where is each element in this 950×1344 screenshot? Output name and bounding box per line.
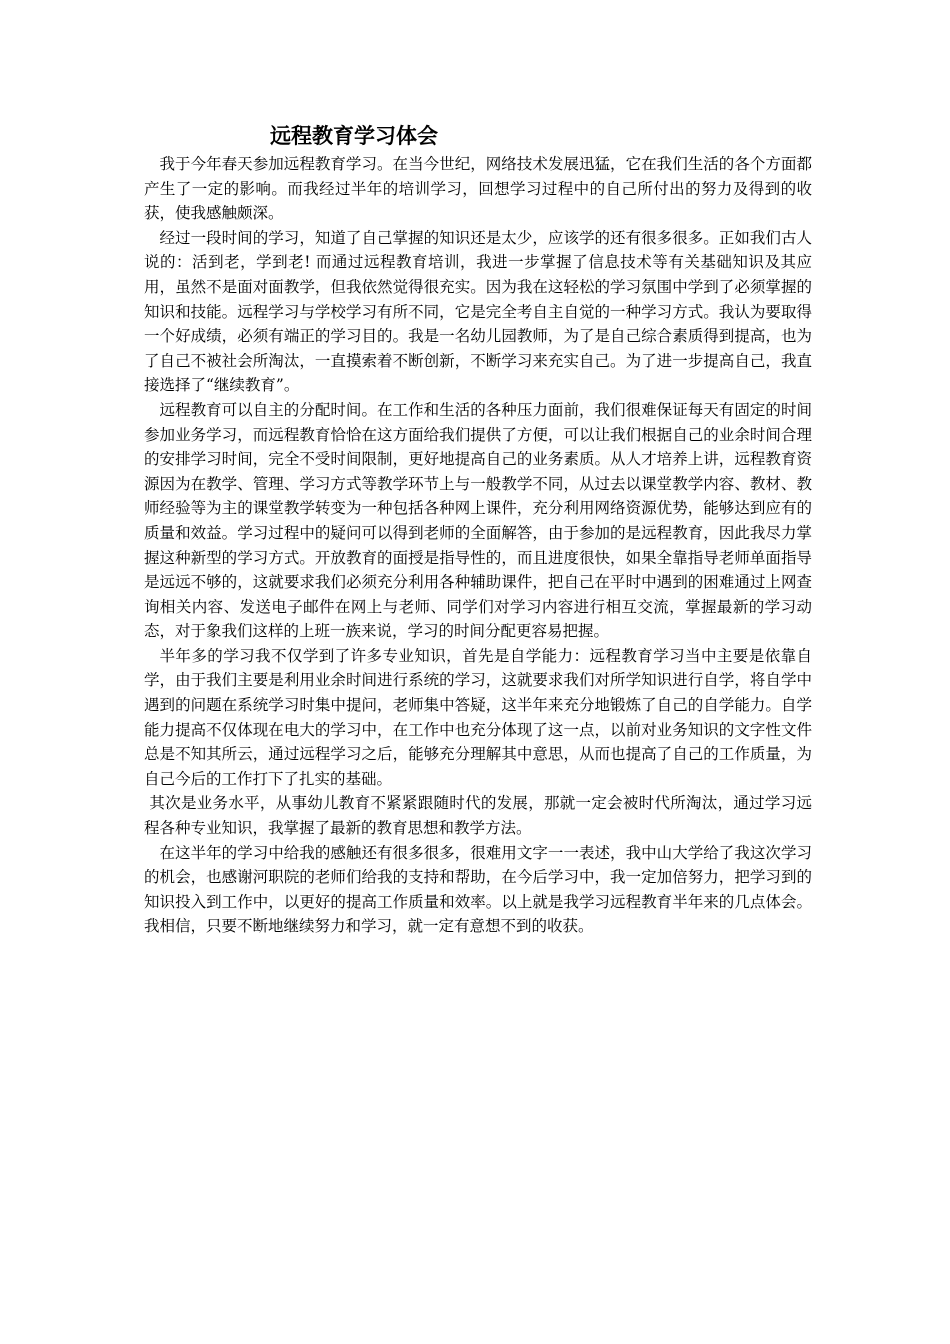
document-body xyxy=(144,120,812,939)
paragraph-intro: 我于今年春天参加远程教育学习。在当今世纪，网络技术发展迅猛，它在我们生活的各个方面都产生了一定的影响。而我经过半年的培训学习，回想学习过程中的自己所付出的努力及得到的收获，使我感触颇深。 xyxy=(144,155,812,223)
paragraph-time-allocation: 远程教育可以自主的分配时间。在工作和生活的各种压力面前，我们很难保证每天有固定的时间参加业务学习，而远程教育恰恰在这方面给我们提供了方便，可以让我们根据自己的业余时间合理的安排学习时间，完全不受时间限制，更好地提高自己的业务素质。从人才培养上讲，远程教育资源因为在教学、管理、学习方式等教学环节上与一般教学不同，从过去以课堂教学内容、教材、教师经验等为主的课堂教学转变为一种包括各种网上课件，充分利用网络资源优势，能够达到应有的质量和效益。学习过程中的疑问可以得到老师的全面解答，由于参加的是远程教育，因此我尽力掌握这种新型的学习方式。开放教育的面授是指导性的，而且进度很快，如果全靠指导老师单面指导是远远不够的，这就要求我们必须充分利用各种辅助课件，把自己在平时中遇到的困难通过上网查询相关内容、发送电子邮件在网上与老师、同学们对学习内容进行相互交流，掌握最新的学习动态，对于象我们这样的上班一族来说，学习的时间分配更容易把握。 xyxy=(144,400,812,641)
paragraph-knowledge: 经过一段时间的学习，知道了自己掌握的知识还是太少，应该学的还有很多很多。正如我们古人说的：活到老，学到老! 而通过远程教育培训，我进一步掌握了信息技术等有关基础知识及其应用，虽然不是面对面教学，但我依然觉得很充实。因为我在这轻松的学习氛围中学到了必须掌握的知识和技能。远程学习与学校学习有所不同，它是完全考自主自觉的一种学习方式。我认为要取得一个好成绩，必须有端正的学习目的。我是一名幼儿园教师，为了是自己综合素质得到提高，也为了自己不被社会所淘汰，一直摸索着不断创新，不断学习来充实自己。为了进一步提高自己，我直接选择了“继续教育”。 xyxy=(144,228,812,395)
paragraph-self-study: 半年多的学习我不仅学到了许多专业知识，首先是自学能力：远程教育学习当中主要是依靠自学，由于我们主要是利用业余时间进行系统的学习，这就要求我们对所学知识进行自学，将自学中遇到的问题在系统学习时集中提问，老师集中答疑，这半年来充分地锻炼了自己的自学能力。自学能力提高不仅体现在电大的学习中，在工作中也充分体现了这一点，以前对业务知识的文字性文件总是不知其所云，通过远程学习之后，能够充分理解其中意思，从而也提高了自己的工作质量，为自己今后的工作打下了扎实的基础。 xyxy=(144,646,812,788)
paragraph-professional-level: 其次是业务水平，从事幼儿教育不紧紧跟随时代的发展，那就一定会被时代所淘汰，通过学习远程各种专业知识，我掌握了最新的教育思想和教学方法。 xyxy=(144,794,812,838)
paragraph-conclusion: 在这半年的学习中给我的感触还有很多很多，很难用文字一一表述，我中山大学给了我这次学习的机会，也感谢河职院的老师们给我的支持和帮助，在今后学习中，我一定加倍努力，把学习到的知识投入到工作中，以更好的提高工作质量和效率。以上就是我学习远程教育半年来的几点体会。我相信，只要不断地继续努力和学习，就一定有意想不到的收获。 xyxy=(144,843,812,936)
document-title: 远程教育学习体会 xyxy=(270,124,438,148)
